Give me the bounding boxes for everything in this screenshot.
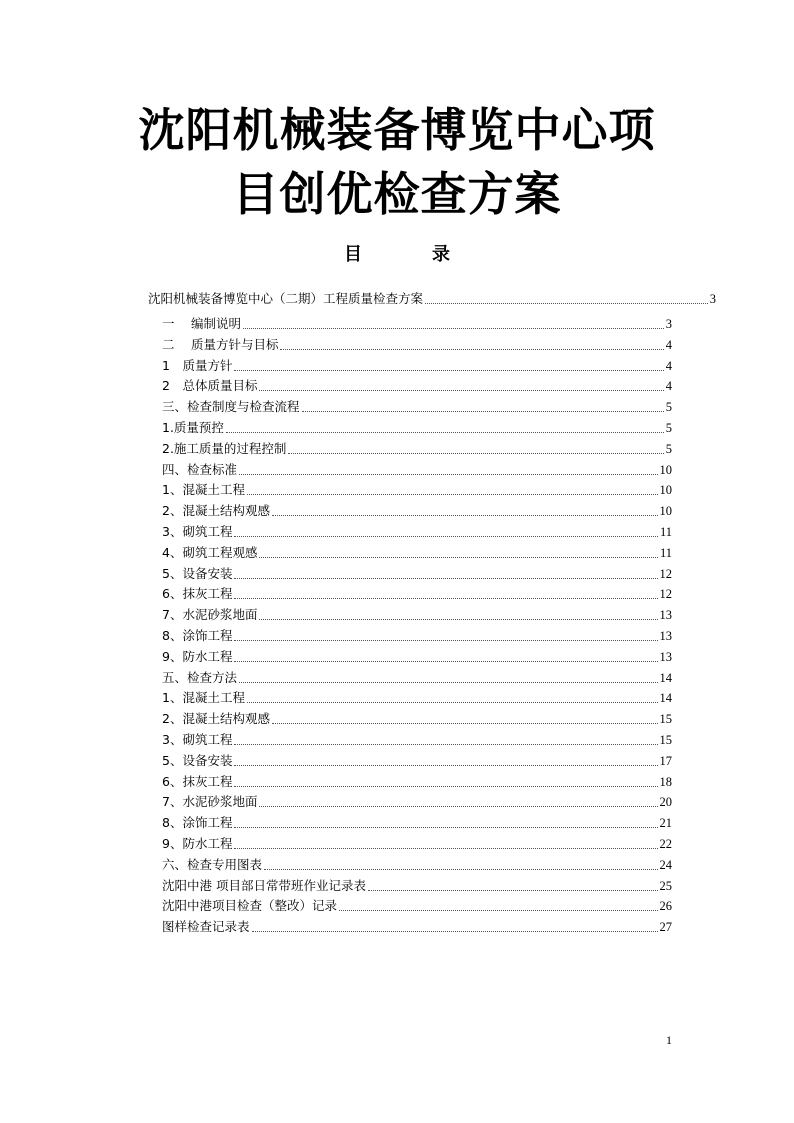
toc-entry-page: 13 (659, 608, 672, 623)
toc-heading-char1: 目 (344, 244, 362, 265)
toc-entry-page: 24 (659, 857, 672, 872)
toc-entry-label: 三、检查制度与检查流程 (162, 399, 300, 415)
toc-leader-dots (252, 931, 658, 932)
toc-entry-page: 20 (659, 795, 672, 810)
toc-entry-label: 9、防水工程 (162, 648, 233, 664)
toc-leader-dots (425, 303, 708, 304)
toc-leader-dots (288, 453, 663, 454)
document-title-line2: 目创优检查方案 (232, 167, 562, 221)
toc-entry[interactable] (162, 896, 672, 916)
toc-leader-dots (234, 536, 658, 537)
toc-entry[interactable] (162, 709, 672, 729)
toc-entry[interactable] (162, 522, 672, 542)
toc-entry[interactable] (162, 314, 672, 334)
toc-leader-dots (339, 910, 657, 911)
toc-entry-label: 1 质量方针 (162, 357, 233, 373)
toc-entry-label: 7、水泥砂浆地面 (162, 794, 258, 810)
toc-entry-page: 26 (659, 899, 672, 914)
toc-leader-dots (226, 432, 664, 433)
toc-entry-label: 9、防水工程 (162, 836, 233, 851)
toc-leader-dots (234, 744, 657, 745)
toc-entry[interactable] (162, 647, 672, 667)
toc-entry[interactable] (162, 439, 672, 459)
toc-leader-dots (234, 848, 657, 849)
toc-entry-page: 14 (659, 691, 672, 706)
toc-leader-dots (239, 682, 657, 683)
toc-entry[interactable] (162, 730, 672, 750)
toc-leader-dots (280, 349, 663, 350)
toc-entry-page: 15 (659, 733, 672, 747)
toc-leader-dots (272, 515, 658, 516)
toc-entry[interactable] (162, 688, 672, 708)
toc-entry-label: 3、砌筑工程 (162, 524, 233, 539)
toc-entry-label: 4、砌筑工程观感 (162, 544, 258, 560)
toc-entry-page: 18 (659, 774, 672, 789)
toc-entry-label: 5、设备安装 (162, 565, 233, 581)
toc-entry-page: 13 (659, 649, 672, 664)
toc-entry-label: 7、水泥砂浆地面 (162, 607, 258, 623)
toc-entry-label: 一 编制说明 (162, 316, 241, 331)
toc-entry[interactable] (162, 834, 672, 854)
toc-leader-dots (259, 619, 657, 620)
toc-entry-label: 6、抹灰工程 (162, 773, 233, 789)
toc-entry-label: 8、涂饰工程 (162, 815, 233, 831)
toc-entry-page: 14 (659, 670, 672, 685)
toc-leader-dots (247, 494, 658, 495)
toc-entry-label: 2 总体质量目标 (162, 378, 258, 394)
toc-entry[interactable] (162, 584, 672, 604)
toc-entry[interactable] (162, 751, 672, 771)
toc-entry-label: 8、涂饰工程 (162, 628, 233, 643)
toc-entry[interactable] (162, 792, 672, 812)
toc-entry-page: 4 (665, 379, 672, 394)
toc-entry[interactable] (162, 668, 672, 688)
toc-entry[interactable] (162, 564, 672, 584)
toc-entry[interactable] (162, 772, 672, 792)
toc-entry-page: 10 (659, 462, 672, 477)
toc-leader-dots (234, 578, 657, 579)
toc-entry[interactable] (162, 876, 672, 896)
toc-entry[interactable] (162, 626, 672, 646)
toc-entry-page: 5 (665, 441, 672, 456)
toc-leader-dots (243, 328, 664, 329)
toc-heading-char2: 录 (432, 244, 450, 265)
toc-leader-dots (302, 411, 664, 412)
toc-leader-dots (234, 765, 657, 766)
toc-entry-label: 5、设备安装 (162, 752, 233, 768)
toc-entry-page: 12 (659, 587, 672, 602)
toc-entry-label: 6、抹灰工程 (162, 586, 233, 602)
toc-leader-dots (264, 869, 657, 870)
toc-entry-label: 图样检查记录表 (162, 919, 250, 935)
toc-entry-label: 五、检查方法 (162, 669, 238, 685)
toc-entry[interactable] (162, 855, 672, 875)
toc-entry-label: 2、混凝土结构观感 (162, 503, 270, 519)
toc-entry-page: 11 (659, 545, 672, 560)
toc-entry-page: 10 (659, 504, 672, 519)
toc-leader-dots (234, 827, 657, 828)
toc-leader-dots (259, 390, 663, 391)
toc-entry-page: 5 (665, 400, 672, 415)
toc-entry-page: 4 (665, 337, 672, 352)
toc-entry-page: 22 (659, 837, 672, 851)
toc-leader-dots (247, 702, 658, 703)
toc-leader-dots (234, 370, 663, 371)
toc-entry[interactable] (162, 605, 672, 625)
toc-entry-page: 5 (665, 421, 672, 435)
document-title-line1: 沈阳机械装备博览中心项 (138, 103, 656, 157)
toc-entry-page: 10 (659, 483, 672, 498)
toc-entry-label: 四、检查标准 (162, 461, 238, 477)
toc-leader-dots (234, 661, 657, 662)
toc-entry-label: 1、混凝土工程 (162, 690, 245, 706)
toc-main-entry[interactable] (148, 289, 716, 309)
toc-entry-page: 11 (659, 525, 672, 539)
toc-entry-label: 六、检查专用图表 (162, 856, 263, 872)
toc-entry-page: 15 (659, 712, 672, 727)
toc-entry-page: 17 (659, 753, 672, 768)
toc-entry-label: 沈阳机械装备博览中心（二期）工程质量检查方案 (148, 291, 424, 306)
toc-leader-dots (272, 723, 658, 724)
toc-entry-page: 13 (659, 629, 672, 643)
toc-entry[interactable] (162, 917, 672, 937)
toc-entry[interactable] (162, 813, 672, 833)
toc-leader-dots (234, 598, 657, 599)
toc-entry-label: 1、混凝土工程 (162, 482, 245, 498)
toc-leader-dots (239, 474, 657, 475)
toc-entry-page: 3 (665, 317, 672, 331)
toc-entry-page: 12 (659, 566, 672, 581)
toc-entry[interactable] (162, 460, 672, 480)
toc-entry-page: 4 (665, 358, 672, 373)
toc-entry-page: 3 (709, 292, 716, 306)
toc-entry-label: 1.质量预控 (162, 420, 224, 435)
toc-entry-label: 3、砌筑工程 (162, 732, 233, 747)
toc-entry[interactable] (162, 480, 672, 500)
toc-entry-label: 沈阳中港项目检查（整改）记录 (162, 898, 338, 914)
toc-entry[interactable] (162, 397, 672, 417)
page-number: 1 (666, 1033, 672, 1047)
toc-entry[interactable] (162, 335, 672, 355)
toc-entry[interactable] (162, 501, 672, 521)
toc-entry[interactable] (162, 376, 672, 396)
toc-entry-page: 27 (659, 920, 672, 935)
toc-entry-page: 21 (659, 816, 672, 831)
toc-entry-label: 2、混凝土结构观感 (162, 711, 270, 727)
toc-entry-label: 二 质量方针与目标 (162, 336, 279, 352)
toc-entry-label: 2.施工质量的过程控制 (162, 440, 287, 456)
toc-heading (0, 240, 794, 266)
toc-entry[interactable] (162, 418, 672, 438)
toc-entry-label: 沈阳中港 项目部日常带班作业记录表 (162, 877, 366, 893)
toc-leader-dots (259, 806, 657, 807)
toc-entry[interactable] (162, 356, 672, 376)
toc-entry[interactable] (162, 543, 672, 563)
toc-leader-dots (234, 640, 657, 641)
toc-leader-dots (234, 786, 657, 787)
toc-leader-dots (368, 890, 658, 891)
toc-leader-dots (259, 557, 657, 558)
toc-entry-page: 25 (659, 878, 672, 893)
